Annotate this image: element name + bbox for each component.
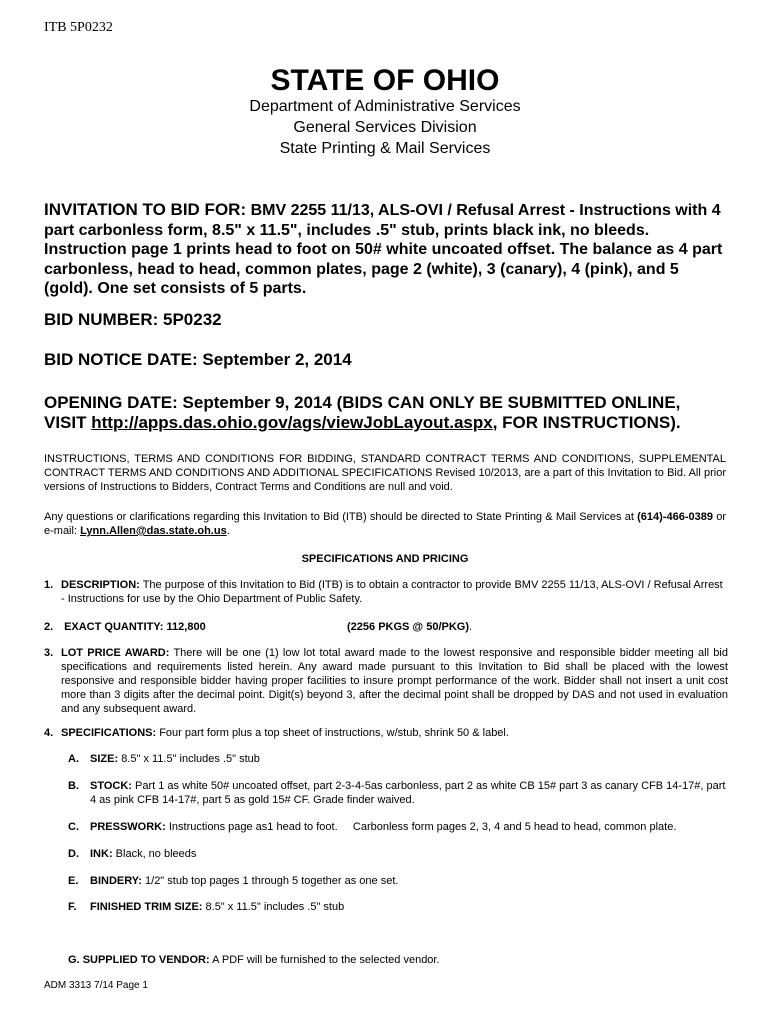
subitem-letter: D. (68, 848, 79, 860)
opening-visit: VISIT (44, 413, 87, 432)
questions-text: Any questions or clarifications regarding this Invitation to Bid (ITB) should be directed to State Printing & Mail Services at (44, 511, 634, 523)
subitem-label: INK: (90, 848, 113, 860)
subitem-label: BINDERY: (90, 875, 142, 887)
subitem-label: FINISHED TRIM SIZE: (90, 901, 203, 913)
opening-label: OPENING DATE: (44, 393, 178, 412)
subitem-text: 8.5" x 11.5" includes .5" stub (205, 901, 345, 913)
bid-number (44, 310, 222, 330)
item-text: Four part form plus a top sheet of instructions, w/stub, shrink 50 & label. (159, 727, 509, 739)
subitem-letter: G. (68, 954, 80, 966)
subitem-text: A PDF will be furnished to the selected vendor. (212, 954, 440, 966)
subitem-label: STOCK: (90, 780, 132, 792)
bid-notice-value: September 2, 2014 (202, 350, 352, 369)
subitem-letter: A. (68, 753, 79, 765)
title-block (0, 96, 770, 159)
doc-id: ITB 5P0232 (44, 20, 113, 35)
item-lot-price-award (44, 646, 728, 716)
invitation-label: INVITATION TO BID FOR: (44, 200, 247, 219)
item-number: 3. (44, 647, 54, 659)
subitem-supplied (68, 953, 728, 967)
invitation-block (44, 200, 724, 299)
subitem-text: 1/2" stub top pages 1 through 5 together as one set. (145, 875, 399, 887)
subitem-text: Part 1 as white 50# uncoated offset, part 2-3-4-5as carbonless, part 2 as white CB 15# part 3 as canary CFB 14-17#, part 4 as pink CFB 14-17#, part 5 as gold 15# CF. Grade finder waived. (90, 780, 726, 806)
item-quantity (44, 620, 728, 634)
subitem-letter: F. (68, 901, 77, 913)
contact-phone: (614)-466-0389 (637, 511, 713, 523)
page-title: STATE OF OHIO (270, 64, 500, 97)
subitem-label: SIZE: (90, 753, 119, 765)
terms-paragraph: INSTRUCTIONS, TERMS AND CONDITIONS FOR BIDDING, STANDARD CONTRACT TERMS AND CONDITIONS, SUPPLEMENTAL CONTRACT TERMS AND CONDITIONS AND ADDITIONAL SPECIFICATIONS Revised 10/2013, are a part of this Invitation to Bid. All prior versions of Instructions to Bidders, Contract Terms and Conditions are null and void. (44, 453, 726, 493)
subitem-text: 8.5" x 11.5" includes .5" stub (121, 753, 260, 765)
item-number: 2. (44, 621, 54, 633)
questions-or-email: or e-mail: (44, 511, 726, 537)
invitation-text: BMV 2255 11/13, ALS-OVI / Refusal Arrest - Instructions with 4 part carbonless form, 8.5" x 11.5", includes .5" stub, prints black ink, no bleeds. Instruction page 1 prints head to foot on 50# white uncoated offset. The balance as 4 part carbonless, head to head, common plates, page 2 (white), 3 (canary), 4 (pink), and 5 (gold). One set consists of 5 parts. (44, 202, 723, 297)
opening-value: September 9, 2014 (BIDS CAN ONLY BE SUBMITTED ONLINE, (182, 393, 681, 412)
bid-number-value: 5P0232 (163, 310, 222, 329)
item-text: There will be one (1) low lot total award made to the lowest responsive and responsible bidder meeting all bid specifications and requirements listed herein. Any award made pursuant to this Invitation to Bid shall be placed with the lowest responsive and responsible bidder having proper facilities to insure prompt performance of the work. Bidder shall not insert a unit cost more than 3 digits after the decimal point. Digit(s) beyond 3, after the decimal point shall be dropped by DAS and not used in evaluation and any subsequent award. (61, 647, 728, 715)
bid-number-label: BID NUMBER: (44, 310, 159, 329)
item-text: The purpose of this Invitation to Bid (ITB) is to obtain a contractor to provide BMV 2255 11/13, ALS-OVI / Refusal Arrest - Instructions for use by the Ohio Department of Public Safety. (61, 579, 723, 605)
subitem-trim-size (68, 900, 728, 914)
subitem-presswork (68, 820, 728, 834)
opening-tail: , FOR INSTRUCTIONS). (492, 413, 681, 432)
office-name: State Printing & Mail Services (279, 140, 491, 157)
item-label: DESCRIPTION: (61, 579, 140, 591)
subitem-letter: B. (68, 780, 79, 792)
subitem-text: Black, no bleeds (115, 848, 197, 860)
item-label: EXACT QUANTITY: (64, 621, 164, 633)
item-label: SPECIFICATIONS: (61, 727, 157, 739)
department-name: Department of Administrative Services (249, 98, 521, 115)
division-name: General Services Division (293, 119, 477, 136)
subitem-label: PRESSWORK: (90, 821, 166, 833)
bid-notice-date (44, 350, 352, 370)
contact-email-link[interactable]: Lynn.Allen@das.state.oh.us (80, 525, 227, 537)
subitem-label: SUPPLIED TO VENDOR: (82, 954, 210, 966)
opening-date (44, 393, 744, 433)
quantity-period: . (469, 621, 473, 633)
subitem-letter: E. (68, 875, 79, 887)
questions-period: . (226, 525, 230, 537)
subitem-text: Instructions page as1 head to foot. Carbonless form pages 2, 3, 4 and 5 head to head, common plate. (168, 821, 677, 833)
instructions-link[interactable]: http://apps.das.ohio.gov/ags/viewJobLayout.aspx (91, 413, 493, 432)
item-description (44, 578, 728, 606)
questions-paragraph (44, 510, 726, 538)
subitem-bindery (68, 874, 728, 888)
quantity-value: 112,800 (166, 621, 206, 633)
subitem-size (68, 752, 728, 766)
spec-heading: SPECIFICATIONS AND PRICING (301, 553, 469, 565)
subitem-letter: C. (68, 821, 79, 833)
bid-notice-label: BID NOTICE DATE: (44, 350, 198, 369)
subitem-ink (68, 847, 728, 861)
page-footer: ADM 3313 7/14 Page 1 (44, 980, 148, 991)
subitem-stock (68, 779, 728, 807)
item-specifications (44, 726, 728, 740)
item-number: 4. (44, 727, 54, 739)
item-label: LOT PRICE AWARD: (61, 647, 170, 659)
quantity-packages: (2256 PKGS @ 50/PKG) (347, 621, 469, 633)
item-number: 1. (44, 579, 54, 591)
